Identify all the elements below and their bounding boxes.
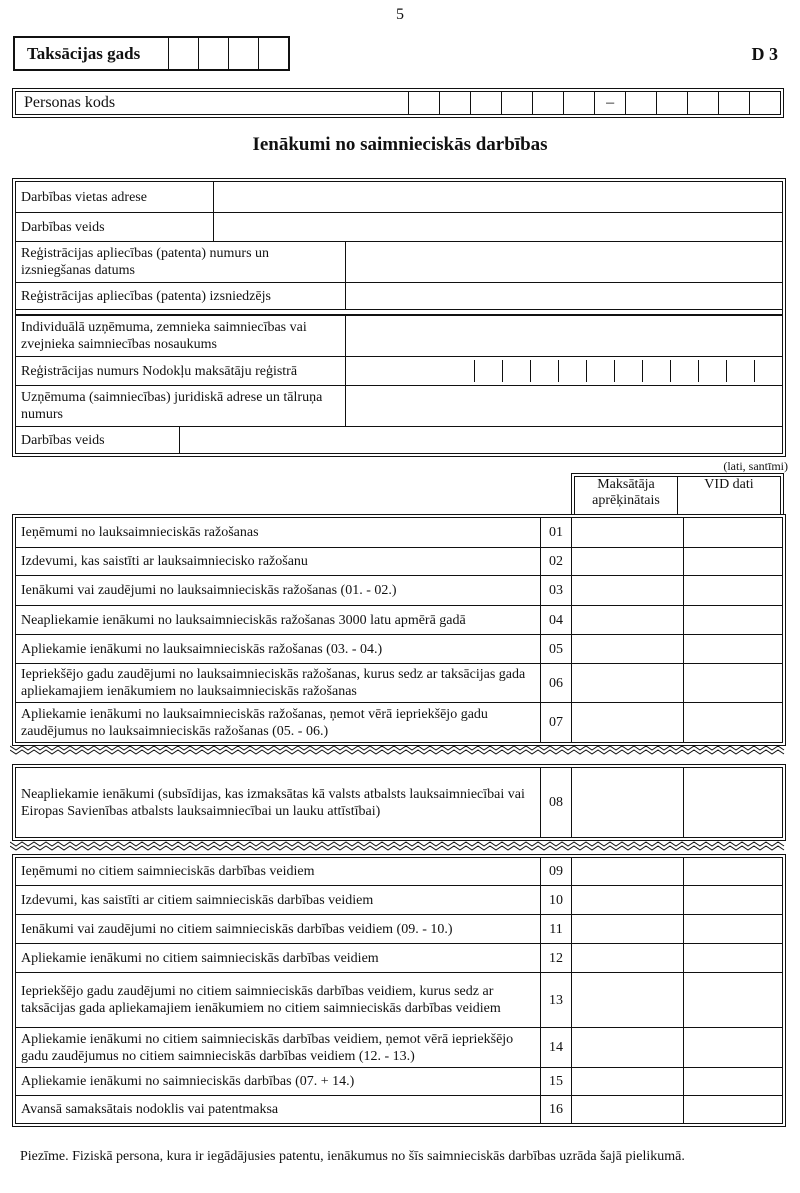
info-input-enterprise-name[interactable]: [346, 316, 782, 356]
vid-value-cell[interactable]: [684, 606, 783, 635]
table-row: [16, 518, 783, 548]
info-row: [16, 427, 782, 453]
info-row: [16, 213, 782, 242]
info-label-registration-number: Reģistrācijas numurs Nodokļu maksātāju reģistrā: [16, 357, 346, 385]
info-input-patent-issuer[interactable]: [346, 283, 782, 309]
personal-code-digit-box[interactable]: [626, 92, 657, 114]
personal-code-digit-box[interactable]: [409, 92, 440, 114]
table-row: [16, 944, 783, 973]
vid-value-cell[interactable]: [684, 915, 783, 944]
table-row: [16, 703, 783, 743]
row-label: Apliekamie ienākumi no lauksaimnieciskās ražošanas, ņemot vērā iepriekšējo gadu zaudējumus no lauksaimnieciskās ražošanas (05. - 06.): [16, 703, 541, 743]
table-row: [16, 1028, 783, 1068]
row-number: 11: [541, 915, 572, 944]
reg-digit-box[interactable]: [699, 360, 727, 382]
section-break-zigzag: [10, 840, 788, 852]
units-note: (lati, santīmi): [723, 459, 788, 473]
table-row: [16, 973, 783, 1028]
table-row: [16, 915, 783, 944]
info-label-patent-number: Reģistrācijas apliecības (patenta) numurs un izsniegšanas datums: [16, 242, 346, 282]
table-row: [16, 886, 783, 915]
personal-code-digit-box[interactable]: [471, 92, 502, 114]
row-label: Ieņēmumi no lauksaimnieciskās ražošanas: [16, 518, 541, 548]
tax-year-field: [13, 36, 290, 71]
personal-code-label: Personas kods: [16, 92, 409, 114]
payer-value-cell[interactable]: [572, 548, 684, 576]
footnote-label: Piezīme.: [20, 1149, 69, 1164]
payer-value-cell[interactable]: [572, 886, 684, 915]
info-row: [16, 357, 782, 386]
row-number: 09: [541, 858, 572, 886]
vid-value-cell[interactable]: [684, 635, 783, 664]
info-label-address: Darbības vietas adrese: [16, 182, 214, 212]
payer-value-cell[interactable]: [572, 703, 684, 743]
row-number: 16: [541, 1096, 572, 1124]
table-row: [16, 1068, 783, 1096]
vid-value-cell[interactable]: [684, 518, 783, 548]
row-number: 05: [541, 635, 572, 664]
vid-value-cell[interactable]: [684, 768, 783, 838]
reg-digit-box[interactable]: [475, 360, 503, 382]
row-label: Apliekamie ienākumi no saimnieciskās darbības (07. + 14.): [16, 1068, 541, 1096]
table-row: [16, 548, 783, 576]
row-number: 06: [541, 664, 572, 703]
reg-digit-box[interactable]: [755, 360, 782, 382]
tax-year-digit-box[interactable]: [229, 38, 259, 69]
vid-value-cell[interactable]: [684, 664, 783, 703]
row-label: Ienākumi vai zaudējumi no lauksaimnieciskās ražošanas (01. - 02.): [16, 576, 541, 606]
info-input-activity[interactable]: [214, 213, 782, 241]
vid-value-cell[interactable]: [684, 886, 783, 915]
info-row: [16, 283, 782, 310]
personal-code-digit-box[interactable]: [440, 92, 471, 114]
reg-digit-box[interactable]: [531, 360, 559, 382]
payer-value-cell[interactable]: [572, 944, 684, 973]
vid-value-cell[interactable]: [684, 1028, 783, 1068]
personal-code-digit-box[interactable]: [564, 92, 595, 114]
table-row: [16, 664, 783, 703]
payer-value-cell[interactable]: [572, 1028, 684, 1068]
personal-code-digit-box[interactable]: [502, 92, 533, 114]
info-row: [16, 242, 782, 283]
personal-code-digit-box[interactable]: [657, 92, 688, 114]
row-number: 12: [541, 944, 572, 973]
reg-digit-box[interactable]: [587, 360, 615, 382]
payer-value-cell[interactable]: [572, 973, 684, 1028]
tax-year-label: Taksācijas gads: [15, 38, 169, 69]
row-label: Neapliekamie ienākumi no lauksaimnieciskās ražošanas 3000 latu apmērā gadā: [16, 606, 541, 635]
tax-year-digit-box[interactable]: [259, 38, 288, 69]
reg-digit-box[interactable]: [643, 360, 671, 382]
row-number: 14: [541, 1028, 572, 1068]
vid-value-cell[interactable]: [684, 944, 783, 973]
payer-value-cell[interactable]: [572, 635, 684, 664]
info-input-address[interactable]: [214, 182, 782, 212]
reg-digit-box[interactable]: [503, 360, 531, 382]
info-input-legal-address[interactable]: [346, 386, 782, 426]
payer-value-cell[interactable]: [572, 768, 684, 838]
income-table-section-2: [12, 764, 786, 841]
row-label: Izdevumi, kas saistīti ar lauksaimniecisko ražošanu: [16, 548, 541, 576]
payer-value-cell[interactable]: [572, 518, 684, 548]
column-header-payer: Maksātāja aprēķinātais: [575, 477, 678, 515]
form-code: D 3: [751, 44, 778, 64]
info-label-enterprise-name: Individuālā uzņēmuma, zemnieka saimniecības vai zvejnieka saimniecības nosaukums: [16, 316, 346, 356]
row-number: 04: [541, 606, 572, 635]
registration-number-boxes: [346, 357, 782, 385]
info-label-patent-issuer: Reģistrācijas apliecības (patenta) izsniedzējs: [16, 283, 346, 309]
table-row: [16, 858, 783, 886]
income-table-section-1: [12, 514, 786, 746]
vid-value-cell[interactable]: [684, 548, 783, 576]
vid-value-cell[interactable]: [684, 858, 783, 886]
info-input-activity-2[interactable]: [180, 427, 782, 453]
reg-digit-box[interactable]: [671, 360, 699, 382]
footnote-text: Fiziskā persona, kura ir iegādājusies patentu, ienākumus no šīs saimnieciskās darbības uzrāda šajā pielikumā.: [72, 1149, 685, 1164]
vid-value-cell[interactable]: [684, 1068, 783, 1096]
payer-value-cell[interactable]: [572, 858, 684, 886]
row-number: 01: [541, 518, 572, 548]
personal-code-separator: –: [595, 92, 626, 114]
row-label: Neapliekamie ienākumi (subsīdijas, kas izmaksātas kā valsts atbalsts lauksaimniecībai vai Eiropas Savienības atbalsts lauksaimniecībai un lauku attīstībai): [16, 768, 541, 838]
row-label: Apliekamie ienākumi no citiem saimnieciskās darbības veidiem: [16, 944, 541, 973]
payer-value-cell[interactable]: [572, 664, 684, 703]
row-label: Iepriekšējo gadu zaudējumi no lauksaimnieciskās ražošanas, kurus sedz ar taksācijas gada apliekamajiem ienākumiem no lauksaimnieciskās ražošanas: [16, 664, 541, 703]
page-number: 5: [396, 6, 404, 23]
row-number: 07: [541, 703, 572, 743]
info-label-activity: Darbības veids: [16, 213, 214, 241]
reg-digit-box[interactable]: [727, 360, 755, 382]
info-label-legal-address: Uzņēmuma (saimniecības) juridiskā adrese un tālruņa numurs: [16, 386, 346, 426]
reg-digit-box[interactable]: [615, 360, 643, 382]
row-number: 13: [541, 973, 572, 1028]
footnote: [20, 1148, 765, 1165]
info-input-patent-number[interactable]: [346, 242, 782, 282]
column-headers: [571, 473, 784, 515]
tax-year-digit-box[interactable]: [169, 38, 199, 69]
info-row: [16, 182, 782, 213]
row-label: Ieņēmumi no citiem saimnieciskās darbības veidiem: [16, 858, 541, 886]
row-number: 10: [541, 886, 572, 915]
business-info-block: [12, 178, 786, 457]
vid-value-cell[interactable]: [684, 703, 783, 743]
income-table-section-3: [12, 854, 786, 1127]
row-label: Izdevumi, kas saistīti ar citiem saimnieciskās darbības veidiem: [16, 886, 541, 915]
vid-value-cell[interactable]: [684, 576, 783, 606]
personal-code-field: [12, 88, 784, 118]
table-row: [16, 576, 783, 606]
table-row: [16, 768, 783, 838]
table-row: [16, 1096, 783, 1124]
info-row: [16, 386, 782, 427]
row-label: Ienākumi vai zaudējumi no citiem saimnieciskās darbības veidiem (09. - 10.): [16, 915, 541, 944]
row-number: 02: [541, 548, 572, 576]
row-label: Apliekamie ienākumi no citiem saimnieciskās darbības veidiem, ņemot vērā iepriekšējo gadu zaudējumus no citiem saimnieciskās darbības veidiem (12. - 13.): [16, 1028, 541, 1068]
table-row: [16, 635, 783, 664]
page-title: Ienākumi no saimnieciskās darbības: [252, 134, 548, 155]
payer-value-cell[interactable]: [572, 915, 684, 944]
row-number: 03: [541, 576, 572, 606]
table-row: [16, 606, 783, 635]
row-label: Avansā samaksātais nodoklis vai patentmaksa: [16, 1096, 541, 1124]
personal-code-digit-box[interactable]: [750, 92, 780, 114]
personal-code-digit-box[interactable]: [688, 92, 719, 114]
reg-digit-box[interactable]: [559, 360, 587, 382]
payer-value-cell[interactable]: [572, 1068, 684, 1096]
vid-value-cell[interactable]: [684, 973, 783, 1028]
row-label: Apliekamie ienākumi no lauksaimnieciskās ražošanas (03. - 04.): [16, 635, 541, 664]
personal-code-digit-box[interactable]: [719, 92, 750, 114]
tax-year-digit-box[interactable]: [199, 38, 229, 69]
column-header-vid: VID dati: [704, 477, 754, 492]
vid-value-cell[interactable]: [684, 1096, 783, 1124]
row-label: Iepriekšējo gadu zaudējumi no citiem saimnieciskās darbības veidiem, kurus sedz ar taksācijas gada apliekamajiem ienākumiem no citiem saimnieciskās darbības veidiem: [16, 973, 541, 1028]
personal-code-digit-box[interactable]: [533, 92, 564, 114]
row-number: 15: [541, 1068, 572, 1096]
info-row: [16, 316, 782, 357]
info-label-activity-2: Darbības veids: [16, 427, 180, 453]
section-break-zigzag: [10, 744, 788, 756]
payer-value-cell[interactable]: [572, 1096, 684, 1124]
row-number: 08: [541, 768, 572, 838]
payer-value-cell[interactable]: [572, 606, 684, 635]
payer-value-cell[interactable]: [572, 576, 684, 606]
